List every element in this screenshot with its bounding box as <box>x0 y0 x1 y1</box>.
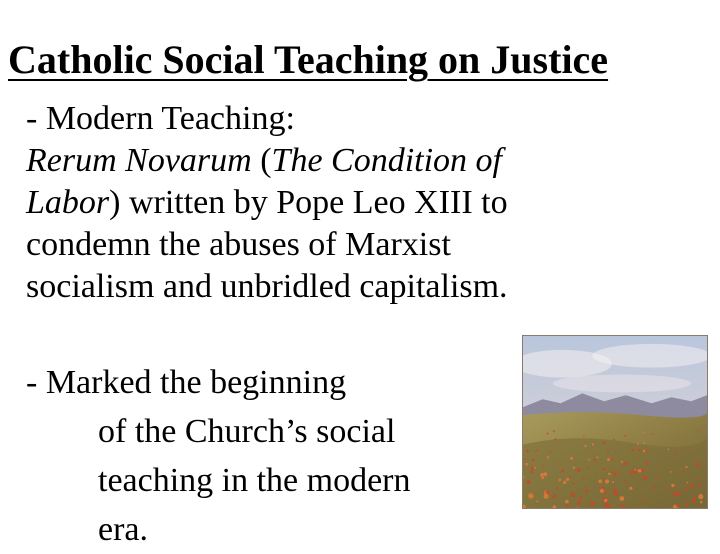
rerum-line-2 <box>26 182 626 224</box>
body-text-part1: written by Pope Leo XIII to <box>120 184 508 221</box>
work-translation-part2: Labor <box>26 184 110 221</box>
modern-teaching-paragraph <box>26 98 626 308</box>
marked-paragraph <box>26 358 506 554</box>
rerum-line-1 <box>26 140 626 182</box>
rerum-line-3: condemn the abuses of Marxist <box>26 226 451 263</box>
modern-teaching-label: - Modern Teaching: <box>26 100 295 137</box>
work-title: Rerum Novarum <box>26 142 252 179</box>
marked-line-1: - Marked the beginning <box>26 364 347 401</box>
landscape-photo <box>522 335 708 509</box>
rerum-line-4: socialism and unbridled capitalism. <box>26 268 508 305</box>
landscape-photo-image <box>523 336 707 508</box>
marked-line-3: teaching in the modern <box>98 462 411 499</box>
slide-title: Catholic Social Teaching on Justice <box>8 37 609 82</box>
close-paren: ) <box>109 184 121 221</box>
marked-line-2: of the Church’s social <box>98 413 396 450</box>
work-translation-part1: The Condition of <box>271 142 502 179</box>
open-paren: ( <box>251 142 272 179</box>
marked-line-4: era. <box>98 511 149 548</box>
